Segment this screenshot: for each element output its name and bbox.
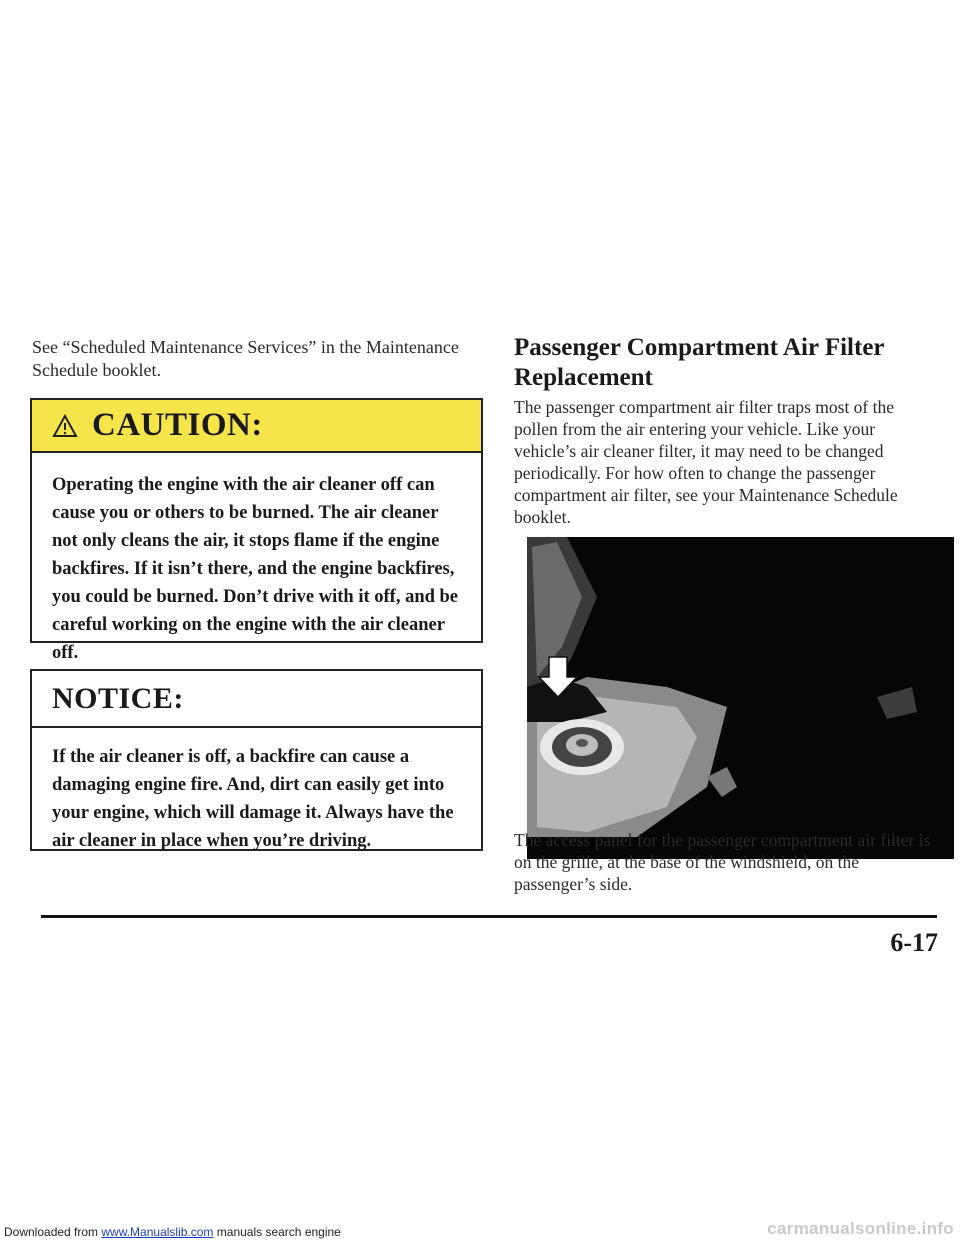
- notice-title: NOTICE:: [52, 681, 184, 715]
- footer-suffix: manuals search engine: [213, 1225, 341, 1239]
- page-divider: [41, 915, 937, 918]
- watermark-text: carmanualsonline.info: [767, 1219, 954, 1238]
- notice-body: If the air cleaner is off, a backfire can cause a damaging engine fire. And, dirt can easily get into your engine, which will damage it. Always have the air cleaner in place when you’re driving.: [52, 747, 454, 851]
- notice-header: [32, 671, 481, 728]
- footer-prefix: Downloaded from: [4, 1225, 102, 1239]
- caution-title: CAUTION:: [92, 407, 263, 443]
- caution-header: [32, 400, 481, 453]
- caution-box: [30, 398, 483, 663]
- caution-body: Operating the engine with the air cleaner off can cause you or others to be burned. The air cleaner not only cleans the air, it stops flame if the engine backfires. If it isn’t there, and the engine backfires, you could be burned. Don’t drive with it off, and be careful working on the engine with the air cleaner off.: [52, 475, 459, 663]
- page-number: 6-17: [890, 928, 938, 957]
- section-body: The passenger compartment air filter traps most of the pollen from the air entering your vehicle. Like your vehicle’s air cleaner filter, it may need to be changed periodically. For how often to change the passenger compartment air filter, see your Maintenance Schedule booklet.: [514, 397, 898, 527]
- manualslib-link[interactable]: www.Manualslib.com: [101, 1225, 214, 1239]
- photo-caption: The access panel for the passenger compartment air filter is on the grille, at the base of the windshield, on the passenger’s side.: [514, 830, 931, 894]
- air-filter-access-photo: [527, 537, 954, 859]
- intro-text: See “Scheduled Maintenance Services” in the Maintenance Schedule booklet.: [32, 337, 459, 380]
- section-title: Passenger Compartment Air Filter Replacement: [514, 334, 885, 391]
- notice-box: [30, 669, 483, 851]
- download-footer: [4, 1225, 341, 1239]
- warning-triangle-icon: [52, 414, 78, 438]
- engine-bay-illustration: [527, 537, 954, 859]
